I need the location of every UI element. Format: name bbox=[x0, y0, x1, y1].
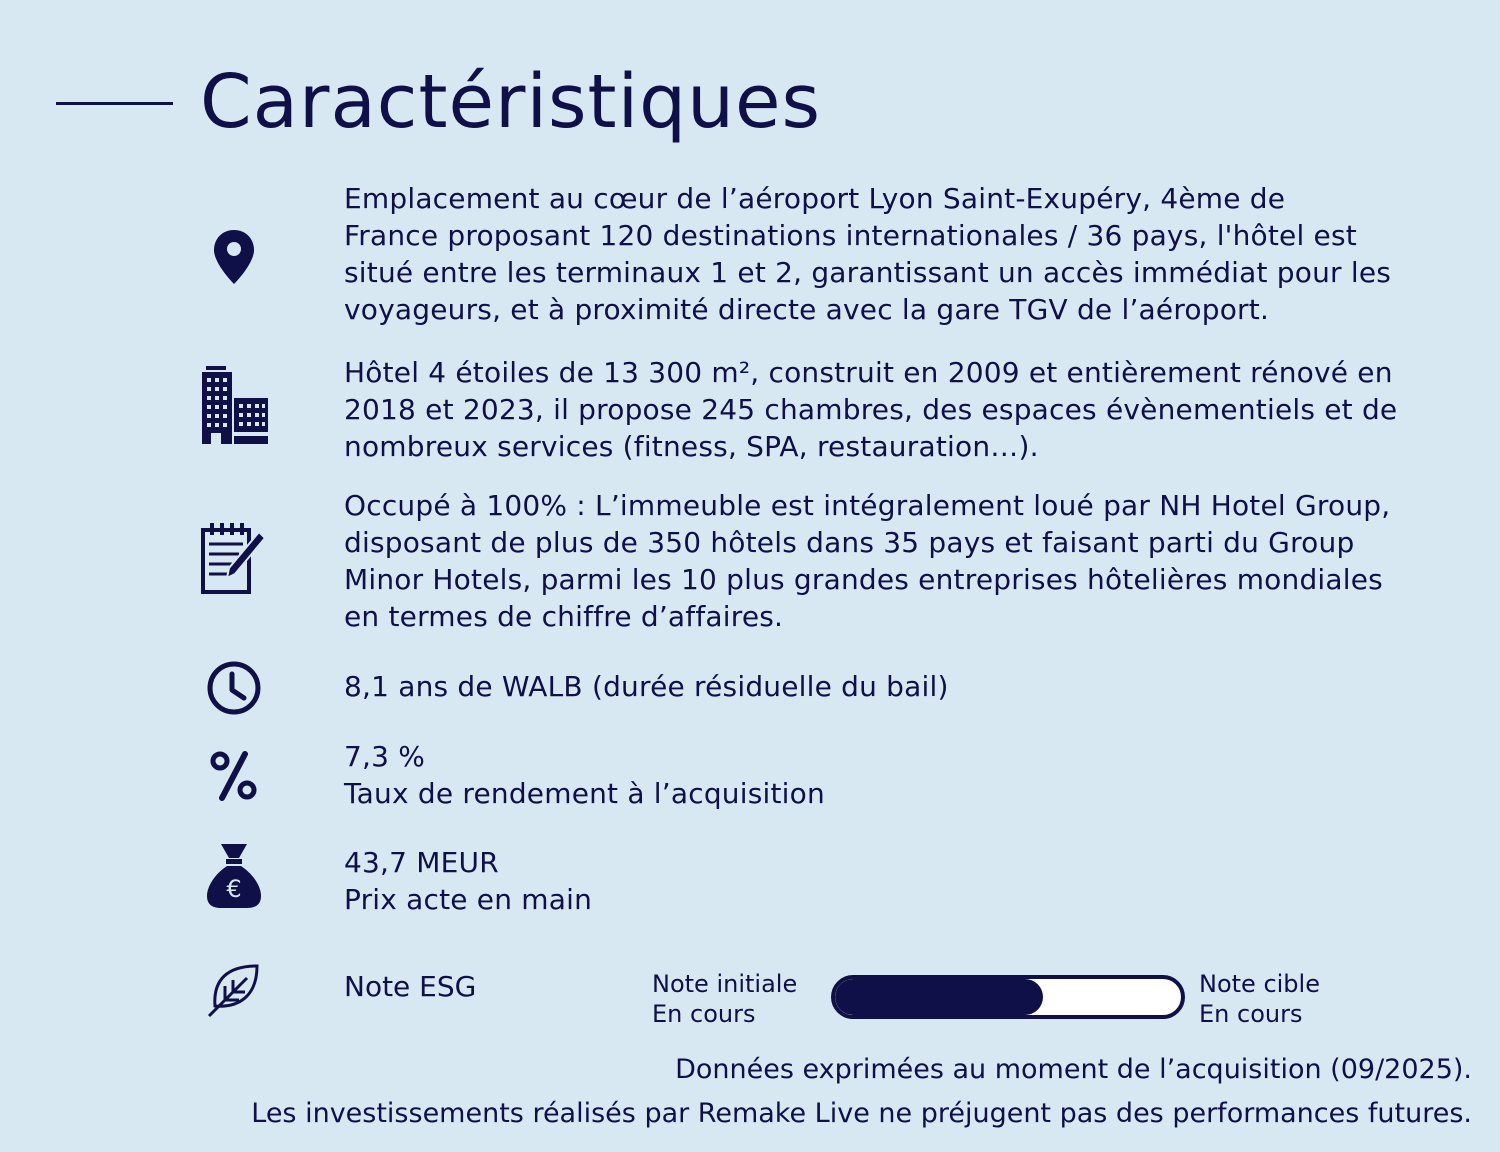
text-line: en termes de chiffre d’affaires. bbox=[344, 600, 784, 633]
percent-icon bbox=[194, 750, 274, 802]
text-line: nombreux services (fitness, SPA, restauration…). bbox=[344, 430, 1039, 463]
yield-label: Taux de rendement à l’acquisition bbox=[344, 777, 825, 810]
walb-text bbox=[344, 668, 949, 705]
text-line: Minor Hotels, parmi les 10 plus grandes entreprises hôtelières mondiales bbox=[344, 563, 1383, 596]
notepad-pencil-icon bbox=[194, 522, 274, 594]
hotel-description bbox=[344, 354, 1397, 465]
text-line: situé entre les terminaux 1 et 2, garantissant un accès immédiat pour les bbox=[344, 256, 1392, 289]
title-rule bbox=[56, 102, 173, 105]
location-pin-icon bbox=[194, 228, 274, 286]
esg-target-status: En cours bbox=[1199, 1000, 1303, 1028]
price-text bbox=[344, 844, 592, 918]
clock-icon bbox=[194, 660, 274, 716]
location-description bbox=[344, 180, 1391, 328]
text-line: 8,1 ans de WALB (durée résiduelle du bail) bbox=[344, 670, 949, 703]
leaf-icon bbox=[194, 962, 274, 1018]
svg-text:€: € bbox=[226, 875, 242, 903]
esg-label: Note ESG bbox=[344, 970, 477, 1003]
yield-text bbox=[344, 738, 825, 812]
buildings-icon bbox=[194, 366, 274, 444]
text-line: Emplacement au cœur de l’aéroport Lyon Saint-Exupéry, 4ème de bbox=[344, 182, 1286, 215]
esg-initial bbox=[652, 969, 797, 1029]
esg-initial-status: En cours bbox=[652, 1000, 756, 1028]
tenant-description bbox=[344, 487, 1390, 635]
text-line: voyageurs, et à proximité directe avec la gare TGV de l’aéroport. bbox=[344, 293, 1270, 326]
text-line: disposant de plus de 350 hôtels dans 35 pays et faisant parti du Group bbox=[344, 526, 1355, 559]
text-line: Hôtel 4 étoiles de 13 300 m², construit en 2009 et entièrement rénové en bbox=[344, 356, 1393, 389]
footer-date-note: Données exprimées au moment de l’acquisition (09/2025). bbox=[675, 1054, 1472, 1085]
yield-value: 7,3 % bbox=[344, 740, 426, 773]
money-bag-euro-icon bbox=[194, 842, 274, 910]
text-line: Occupé à 100% : L’immeuble est intégralement loué par NH Hotel Group, bbox=[344, 489, 1391, 522]
esg-progress-fill bbox=[835, 979, 1043, 1015]
esg-progress-bar bbox=[831, 975, 1185, 1019]
price-value: 43,7 MEUR bbox=[344, 846, 499, 879]
price-label: Prix acte en main bbox=[344, 883, 593, 916]
esg-target bbox=[1199, 969, 1320, 1029]
esg-target-label: Note cible bbox=[1199, 970, 1320, 998]
text-line: 2018 et 2023, il propose 245 chambres, des espaces évènementiels et de bbox=[344, 393, 1398, 426]
esg-initial-label: Note initiale bbox=[652, 970, 798, 998]
footer-disclaimer: Les investissements réalisés par Remake Live ne préjugent pas des performances futures. bbox=[251, 1098, 1472, 1129]
page-title: Caractéristiques bbox=[200, 59, 822, 145]
text-line: France proposant 120 destinations internationales / 36 pays, l'hôtel est bbox=[344, 219, 1357, 252]
